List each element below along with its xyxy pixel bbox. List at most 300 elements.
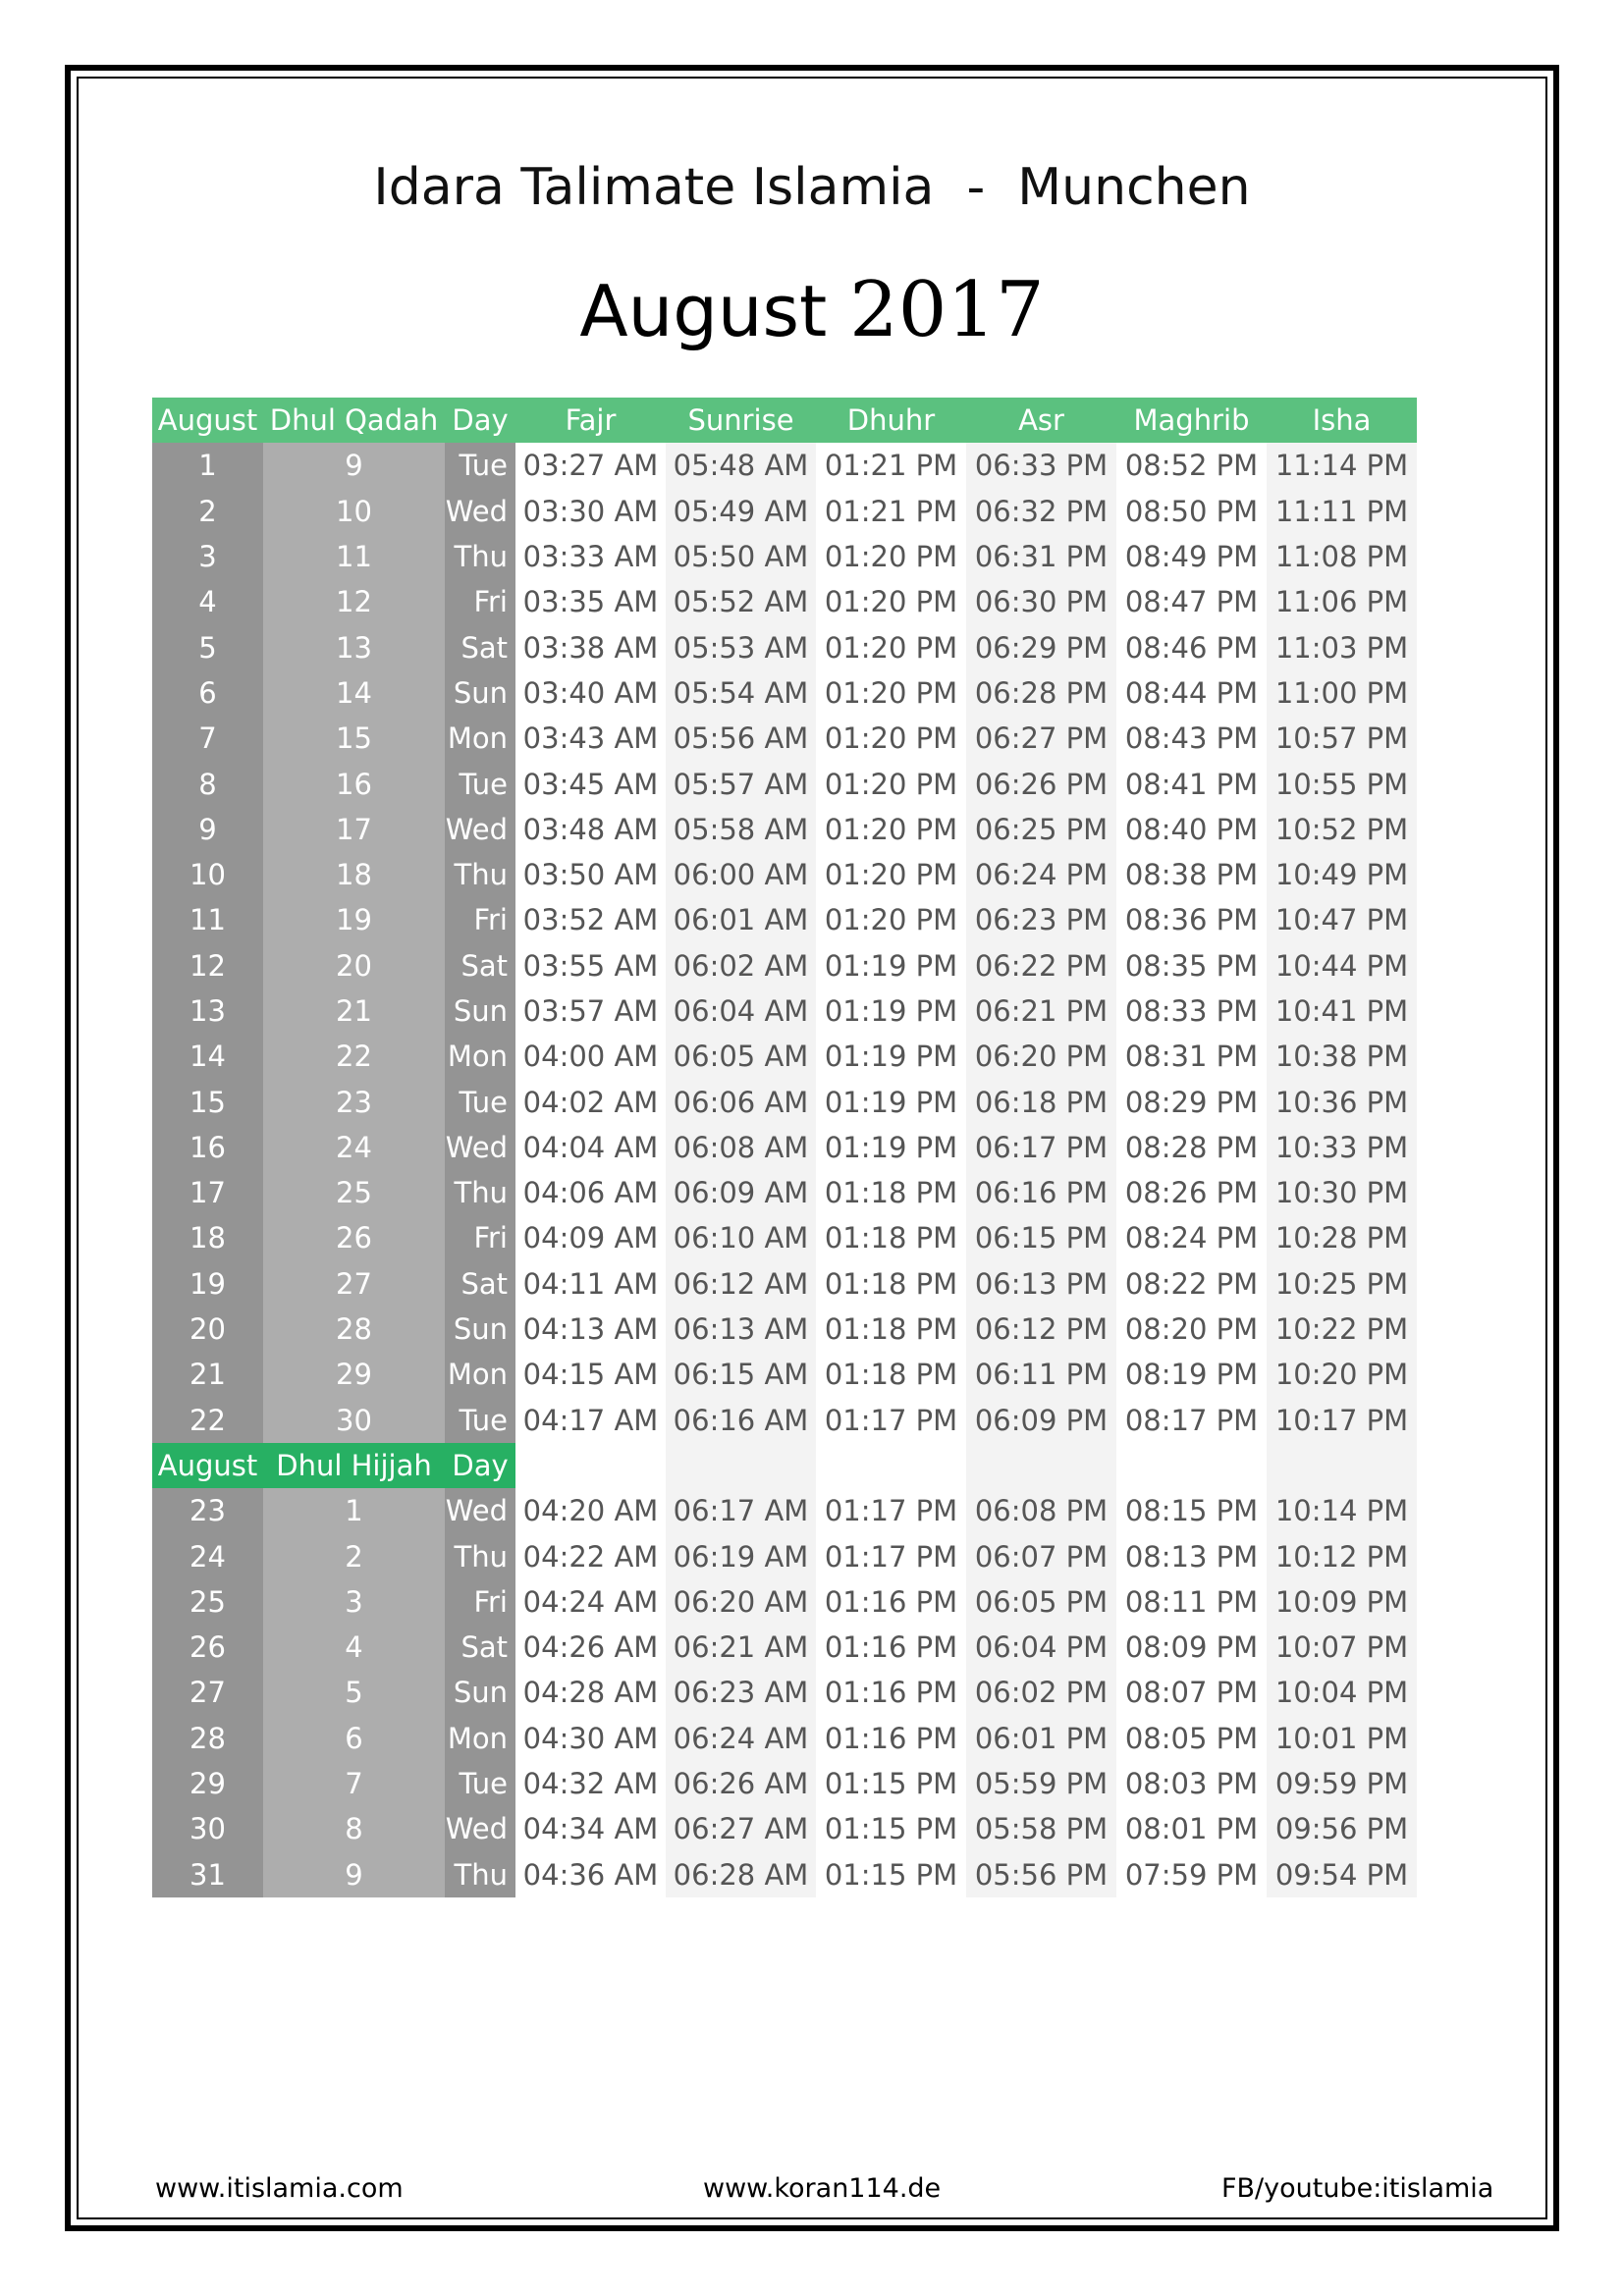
time-cell: 04:09 AM — [515, 1215, 666, 1260]
time-cell: 06:32 PM — [966, 489, 1116, 534]
date-cell: 13 — [263, 624, 445, 669]
time-cell: 11:06 PM — [1267, 579, 1417, 624]
time-cell: 08:36 PM — [1116, 897, 1267, 942]
month-title — [0, 263, 1624, 358]
time-cell: 06:16 AM — [666, 1398, 816, 1443]
date-cell: Wed — [445, 1125, 515, 1170]
time-cell: 08:22 PM — [1116, 1261, 1267, 1307]
time-cell: 01:19 PM — [816, 1125, 966, 1170]
time-cell: 07:59 PM — [1116, 1852, 1267, 1897]
time-cell: 04:06 AM — [515, 1170, 666, 1215]
time-cell: 06:28 PM — [966, 670, 1116, 716]
date-cell: 10 — [263, 489, 445, 534]
organization-title: Idara Talimate Islamia - Munchen — [373, 158, 1251, 217]
time-cell: 03:50 AM — [515, 852, 666, 897]
table-row — [152, 761, 1417, 806]
time-cell: 10:47 PM — [1267, 897, 1417, 942]
date-cell: Thu — [445, 1170, 515, 1215]
date-cell: Fri — [445, 1579, 515, 1625]
date-cell: 5 — [152, 624, 263, 669]
time-cell: 06:17 PM — [966, 1125, 1116, 1170]
time-cell: 08:24 PM — [1116, 1215, 1267, 1260]
table-row — [152, 1625, 1417, 1670]
date-cell: Wed — [445, 1806, 515, 1851]
time-cell: 08:52 PM — [1116, 443, 1267, 488]
column-header: Dhuhr — [816, 398, 966, 443]
time-cell: 03:40 AM — [515, 670, 666, 716]
column-header: Fajr — [515, 398, 666, 443]
time-cell: 04:20 AM — [515, 1488, 666, 1533]
time-cell: 04:00 AM — [515, 1034, 666, 1079]
time-cell: 10:20 PM — [1267, 1352, 1417, 1397]
time-cell: 01:16 PM — [816, 1625, 966, 1670]
date-cell: 1 — [263, 1488, 445, 1533]
table-row — [152, 1352, 1417, 1397]
time-cell: 04:26 AM — [515, 1625, 666, 1670]
date-cell: 9 — [263, 443, 445, 488]
time-cell: 01:15 PM — [816, 1852, 966, 1897]
time-cell: 10:52 PM — [1267, 807, 1417, 852]
time-cell: 06:12 AM — [666, 1261, 816, 1307]
time-cell: 10:33 PM — [1267, 1125, 1417, 1170]
date-cell: 24 — [152, 1533, 263, 1578]
time-cell: 08:46 PM — [1116, 624, 1267, 669]
time-cell: 06:30 PM — [966, 579, 1116, 624]
date-cell: 8 — [263, 1806, 445, 1851]
date-cell: 29 — [152, 1761, 263, 1806]
time-cell: 06:10 AM — [666, 1215, 816, 1260]
time-cell: 10:14 PM — [1267, 1488, 1417, 1533]
time-cell: 06:19 AM — [666, 1533, 816, 1578]
table-row — [152, 1533, 1417, 1578]
date-cell: Sat — [445, 624, 515, 669]
time-cell: 08:17 PM — [1116, 1398, 1267, 1443]
time-cell: 08:15 PM — [1116, 1488, 1267, 1533]
time-cell: 01:16 PM — [816, 1670, 966, 1715]
time-cell: 01:20 PM — [816, 670, 966, 716]
time-cell: 06:21 AM — [666, 1625, 816, 1670]
time-cell: 06:02 AM — [666, 943, 816, 988]
date-cell: 16 — [263, 761, 445, 806]
table-row — [152, 1079, 1417, 1124]
date-cell: 12 — [152, 943, 263, 988]
table-row — [152, 1806, 1417, 1851]
date-cell: Thu — [445, 1533, 515, 1578]
time-cell: 06:20 AM — [666, 1579, 816, 1625]
time-cell: 08:13 PM — [1116, 1533, 1267, 1578]
time-cell: 10:57 PM — [1267, 716, 1417, 761]
table-row — [152, 1716, 1417, 1761]
table-row — [152, 489, 1417, 534]
time-cell: 05:54 AM — [666, 670, 816, 716]
table-row — [152, 1761, 1417, 1806]
date-cell: 18 — [263, 852, 445, 897]
time-cell: 05:59 PM — [966, 1761, 1116, 1806]
time-cell: 10:09 PM — [1267, 1579, 1417, 1625]
date-cell: 6 — [263, 1716, 445, 1761]
time-cell: 08:50 PM — [1116, 489, 1267, 534]
date-cell: Tue — [445, 1079, 515, 1124]
time-cell: 11:00 PM — [1267, 670, 1417, 716]
time-cell: 10:41 PM — [1267, 988, 1417, 1034]
time-cell: 06:33 PM — [966, 443, 1116, 488]
time-cell: 08:19 PM — [1116, 1352, 1267, 1397]
time-cell: 06:01 AM — [666, 897, 816, 942]
time-cell: 06:22 PM — [966, 943, 1116, 988]
date-cell: Wed — [445, 489, 515, 534]
table-row — [152, 1307, 1417, 1352]
time-cell: 06:11 PM — [966, 1352, 1116, 1397]
date-cell: Tue — [445, 761, 515, 806]
time-cell: 01:19 PM — [816, 1034, 966, 1079]
date-cell: Sat — [445, 1625, 515, 1670]
time-cell: 01:20 PM — [816, 624, 966, 669]
date-cell: 26 — [263, 1215, 445, 1260]
date-cell: Tue — [445, 1761, 515, 1806]
column-header: Dhul Qadah — [263, 398, 445, 443]
time-cell: 01:20 PM — [816, 852, 966, 897]
time-cell: 06:07 PM — [966, 1533, 1116, 1578]
section-column-header: August — [152, 1443, 263, 1488]
date-cell: Tue — [445, 1398, 515, 1443]
time-cell: 06:24 PM — [966, 852, 1116, 897]
time-cell: 10:04 PM — [1267, 1670, 1417, 1715]
time-cell: 06:25 PM — [966, 807, 1116, 852]
table-row — [152, 988, 1417, 1034]
time-cell: 01:20 PM — [816, 807, 966, 852]
column-header: Sunrise — [666, 398, 816, 443]
time-cell: 03:45 AM — [515, 761, 666, 806]
time-cell: 05:58 PM — [966, 1806, 1116, 1851]
year: 2017 — [849, 266, 1045, 354]
time-cell: 08:09 PM — [1116, 1625, 1267, 1670]
time-cell: 08:05 PM — [1116, 1716, 1267, 1761]
date-cell: 19 — [152, 1261, 263, 1307]
time-cell: 05:58 AM — [666, 807, 816, 852]
time-cell: 06:18 PM — [966, 1079, 1116, 1124]
time-cell: 06:17 AM — [666, 1488, 816, 1533]
time-cell: 10:30 PM — [1267, 1170, 1417, 1215]
time-cell: 05:50 AM — [666, 534, 816, 579]
date-cell: Fri — [445, 1215, 515, 1260]
time-cell: 10:36 PM — [1267, 1079, 1417, 1124]
time-cell: 08:40 PM — [1116, 807, 1267, 852]
month-name: August — [579, 270, 828, 352]
date-cell: 30 — [263, 1398, 445, 1443]
section-column-header: Dhul Hijjah — [263, 1443, 445, 1488]
time-cell: 10:22 PM — [1267, 1307, 1417, 1352]
table-header-row — [152, 398, 1417, 443]
table-row — [152, 1170, 1417, 1215]
table-row — [152, 1398, 1417, 1443]
time-cell: 01:20 PM — [816, 761, 966, 806]
time-cell: 06:12 PM — [966, 1307, 1116, 1352]
date-cell: Fri — [445, 897, 515, 942]
time-cell: 03:55 AM — [515, 943, 666, 988]
date-cell: Fri — [445, 579, 515, 624]
time-cell: 01:17 PM — [816, 1533, 966, 1578]
time-cell: 06:05 AM — [666, 1034, 816, 1079]
table-row — [152, 443, 1417, 488]
time-cell: 04:34 AM — [515, 1806, 666, 1851]
time-cell: 06:00 AM — [666, 852, 816, 897]
date-cell: 1 — [152, 443, 263, 488]
time-cell: 08:47 PM — [1116, 579, 1267, 624]
date-cell: 26 — [152, 1625, 263, 1670]
time-cell: 04:24 AM — [515, 1579, 666, 1625]
time-cell: 05:48 AM — [666, 443, 816, 488]
time-cell: 11:14 PM — [1267, 443, 1417, 488]
empty-cell — [666, 1443, 816, 1488]
column-header: Maghrib — [1116, 398, 1267, 443]
time-cell: 06:26 AM — [666, 1761, 816, 1806]
date-cell: 23 — [263, 1079, 445, 1124]
time-cell: 08:38 PM — [1116, 852, 1267, 897]
time-cell: 06:21 PM — [966, 988, 1116, 1034]
section-header-row — [152, 1443, 1417, 1488]
date-cell: 14 — [152, 1034, 263, 1079]
date-cell: 27 — [152, 1670, 263, 1715]
date-cell: 20 — [152, 1307, 263, 1352]
time-cell: 08:20 PM — [1116, 1307, 1267, 1352]
date-cell: 3 — [152, 534, 263, 579]
table-row — [152, 1670, 1417, 1715]
time-cell: 01:19 PM — [816, 943, 966, 988]
time-cell: 08:01 PM — [1116, 1806, 1267, 1851]
date-cell: 4 — [263, 1625, 445, 1670]
time-cell: 05:56 PM — [966, 1852, 1116, 1897]
date-cell: 8 — [152, 761, 263, 806]
date-cell: 10 — [152, 852, 263, 897]
time-cell: 08:26 PM — [1116, 1170, 1267, 1215]
time-cell: 03:27 AM — [515, 443, 666, 488]
time-cell: 06:15 AM — [666, 1352, 816, 1397]
date-cell: 18 — [152, 1215, 263, 1260]
table-row — [152, 716, 1417, 761]
time-cell: 11:03 PM — [1267, 624, 1417, 669]
time-cell: 08:44 PM — [1116, 670, 1267, 716]
table-row — [152, 1215, 1417, 1260]
time-cell: 08:11 PM — [1116, 1579, 1267, 1625]
time-cell: 06:29 PM — [966, 624, 1116, 669]
date-cell: 11 — [152, 897, 263, 942]
time-cell: 04:13 AM — [515, 1307, 666, 1352]
date-cell: 25 — [263, 1170, 445, 1215]
date-cell: Mon — [445, 716, 515, 761]
date-cell: 27 — [263, 1261, 445, 1307]
table-row — [152, 534, 1417, 579]
time-cell: 06:08 AM — [666, 1125, 816, 1170]
time-cell: 08:43 PM — [1116, 716, 1267, 761]
time-cell: 04:28 AM — [515, 1670, 666, 1715]
time-cell: 05:56 AM — [666, 716, 816, 761]
table-row — [152, 943, 1417, 988]
time-cell: 01:18 PM — [816, 1307, 966, 1352]
time-cell: 05:52 AM — [666, 579, 816, 624]
time-cell: 06:04 AM — [666, 988, 816, 1034]
time-cell: 08:33 PM — [1116, 988, 1267, 1034]
time-cell: 06:23 AM — [666, 1670, 816, 1715]
time-cell: 04:17 AM — [515, 1398, 666, 1443]
time-cell: 09:59 PM — [1267, 1761, 1417, 1806]
time-cell: 05:49 AM — [666, 489, 816, 534]
date-cell: Thu — [445, 534, 515, 579]
empty-cell — [515, 1443, 666, 1488]
date-cell: 7 — [263, 1761, 445, 1806]
footer-left-link[interactable]: www.itislamia.com — [155, 2173, 404, 2204]
time-cell: 06:06 AM — [666, 1079, 816, 1124]
time-cell: 04:11 AM — [515, 1261, 666, 1307]
date-cell: 21 — [263, 988, 445, 1034]
date-cell: Mon — [445, 1034, 515, 1079]
time-cell: 04:02 AM — [515, 1079, 666, 1124]
time-cell: 04:30 AM — [515, 1716, 666, 1761]
date-cell: 11 — [263, 534, 445, 579]
date-cell: 2 — [263, 1533, 445, 1578]
date-cell: Wed — [445, 1488, 515, 1533]
time-cell: 10:44 PM — [1267, 943, 1417, 988]
time-cell: 08:35 PM — [1116, 943, 1267, 988]
time-cell: 06:24 AM — [666, 1716, 816, 1761]
table-row — [152, 897, 1417, 942]
time-cell: 01:20 PM — [816, 579, 966, 624]
time-cell: 01:15 PM — [816, 1806, 966, 1851]
date-cell: 31 — [152, 1852, 263, 1897]
time-cell: 08:31 PM — [1116, 1034, 1267, 1079]
time-cell: 08:03 PM — [1116, 1761, 1267, 1806]
time-cell: 08:29 PM — [1116, 1079, 1267, 1124]
time-cell: 01:16 PM — [816, 1579, 966, 1625]
date-cell: 9 — [152, 807, 263, 852]
time-cell: 01:18 PM — [816, 1215, 966, 1260]
time-cell: 08:49 PM — [1116, 534, 1267, 579]
time-cell: 01:19 PM — [816, 988, 966, 1034]
time-cell: 06:13 AM — [666, 1307, 816, 1352]
date-cell: 15 — [263, 716, 445, 761]
time-cell: 06:02 PM — [966, 1670, 1116, 1715]
time-cell: 01:19 PM — [816, 1079, 966, 1124]
date-cell: 16 — [152, 1125, 263, 1170]
table-row — [152, 624, 1417, 669]
time-cell: 01:17 PM — [816, 1488, 966, 1533]
time-cell: 10:12 PM — [1267, 1533, 1417, 1578]
time-cell: 03:48 AM — [515, 807, 666, 852]
time-cell: 09:54 PM — [1267, 1852, 1417, 1897]
column-header: Asr — [966, 398, 1116, 443]
table-row — [152, 1034, 1417, 1079]
date-cell: 2 — [152, 489, 263, 534]
date-cell: 13 — [152, 988, 263, 1034]
date-cell: 19 — [263, 897, 445, 942]
date-cell: Mon — [445, 1716, 515, 1761]
date-cell: 25 — [152, 1579, 263, 1625]
date-cell: Tue — [445, 443, 515, 488]
time-cell: 06:13 PM — [966, 1261, 1116, 1307]
date-cell: 6 — [152, 670, 263, 716]
time-cell: 05:57 AM — [666, 761, 816, 806]
time-cell: 06:16 PM — [966, 1170, 1116, 1215]
table-row — [152, 852, 1417, 897]
time-cell: 06:27 PM — [966, 716, 1116, 761]
time-cell: 03:57 AM — [515, 988, 666, 1034]
time-cell: 06:26 PM — [966, 761, 1116, 806]
table-row — [152, 670, 1417, 716]
empty-cell — [816, 1443, 966, 1488]
time-cell: 10:17 PM — [1267, 1398, 1417, 1443]
time-cell: 10:28 PM — [1267, 1215, 1417, 1260]
time-cell: 01:20 PM — [816, 897, 966, 942]
table-row — [152, 807, 1417, 852]
date-cell: Sun — [445, 988, 515, 1034]
date-cell: 15 — [152, 1079, 263, 1124]
date-cell: 7 — [152, 716, 263, 761]
time-cell: 06:01 PM — [966, 1716, 1116, 1761]
date-cell: Mon — [445, 1352, 515, 1397]
date-cell: 14 — [263, 670, 445, 716]
date-cell: Sun — [445, 670, 515, 716]
date-cell: 21 — [152, 1352, 263, 1397]
date-cell: Sat — [445, 1261, 515, 1307]
time-cell: 03:35 AM — [515, 579, 666, 624]
date-cell: 28 — [152, 1716, 263, 1761]
time-cell: 01:18 PM — [816, 1352, 966, 1397]
time-cell: 01:18 PM — [816, 1170, 966, 1215]
time-cell: 10:38 PM — [1267, 1034, 1417, 1079]
table-row — [152, 1852, 1417, 1897]
section-column-header: Day — [445, 1443, 515, 1488]
time-cell: 01:20 PM — [816, 716, 966, 761]
time-cell: 03:30 AM — [515, 489, 666, 534]
date-cell: 20 — [263, 943, 445, 988]
date-cell: Sun — [445, 1307, 515, 1352]
time-cell: 01:16 PM — [816, 1716, 966, 1761]
time-cell: 10:25 PM — [1267, 1261, 1417, 1307]
date-cell: 5 — [263, 1670, 445, 1715]
time-cell: 06:05 PM — [966, 1579, 1116, 1625]
time-cell: 09:56 PM — [1267, 1806, 1417, 1851]
date-cell: 12 — [263, 579, 445, 624]
footer-right-link[interactable]: FB/youtube:itislamia — [1221, 2173, 1494, 2204]
time-cell: 04:22 AM — [515, 1533, 666, 1578]
time-cell: 01:17 PM — [816, 1398, 966, 1443]
time-cell: 11:11 PM — [1267, 489, 1417, 534]
time-cell: 01:15 PM — [816, 1761, 966, 1806]
date-cell: Wed — [445, 807, 515, 852]
time-cell: 03:52 AM — [515, 897, 666, 942]
time-cell: 10:55 PM — [1267, 761, 1417, 806]
date-cell: 22 — [263, 1034, 445, 1079]
date-cell: 28 — [263, 1307, 445, 1352]
time-cell: 01:18 PM — [816, 1261, 966, 1307]
table-row — [152, 579, 1417, 624]
prayer-times-table — [152, 398, 1417, 1897]
time-cell: 03:38 AM — [515, 624, 666, 669]
table-row — [152, 1579, 1417, 1625]
column-header: August — [152, 398, 263, 443]
time-cell: 04:04 AM — [515, 1125, 666, 1170]
table-row — [152, 1261, 1417, 1307]
date-cell: 29 — [263, 1352, 445, 1397]
time-cell: 11:08 PM — [1267, 534, 1417, 579]
date-cell: 9 — [263, 1852, 445, 1897]
empty-cell — [1116, 1443, 1267, 1488]
footer-center-link[interactable]: www.koran114.de — [703, 2173, 942, 2204]
time-cell: 06:15 PM — [966, 1215, 1116, 1260]
time-cell: 08:28 PM — [1116, 1125, 1267, 1170]
column-header: Isha — [1267, 398, 1417, 443]
date-cell: Thu — [445, 1852, 515, 1897]
time-cell: 01:20 PM — [816, 534, 966, 579]
